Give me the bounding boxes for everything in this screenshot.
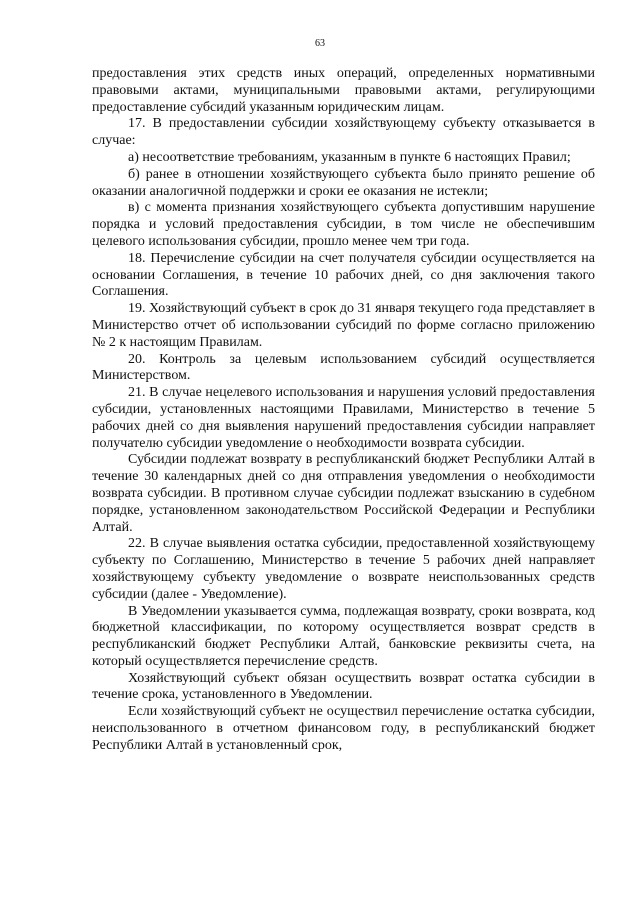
- paragraph-item-17: 17. В предоставлении субсидии хозяйствующему субъекту отказывается в случае:: [92, 116, 595, 149]
- paragraph-refund-terms: Субсидии подлежат возврату в республиканский бюджет Республики Алтай в течение 30 календарных дней со дня отправления уведомления о необходимости возврата субсидии. В противном случае субсидии подлежат взысканию в судебном порядке, установленном законодательством Российской Федерации и Республики Алтай.: [92, 452, 595, 535]
- paragraph-subitem-b: б) ранее в отношении хозяйствующего субъекта было принято решение об оказании аналогичной поддержки и сроки ее оказания не истекли;: [92, 166, 595, 199]
- paragraph-continuation: предоставления этих средств иных операций, определенных нормативными правовыми актами, муниципальными правовыми актами, регулирующими предоставление субсидий указанным юридическим лицам.: [92, 66, 595, 115]
- paragraph-non-refund-case: Если хозяйствующий субъект не осуществил перечисление остатка субсидии, неиспользованного в отчетном финансовом году, в республиканский бюджет Республики Алтай в установленный срок,: [92, 704, 595, 753]
- paragraph-notice-contents: В Уведомлении указывается сумма, подлежащая возврату, сроки возврата, код бюджетной классификации, по которому осуществляется возврат средств в республиканский бюджет Республики Алтай, банковские реквизиты счета, на который осуществляется перечисление средств.: [92, 603, 595, 669]
- page-number: 63: [315, 38, 325, 49]
- paragraph-item-20: 20. Контроль за целевым использованием субсидий осуществляется Министерством.: [92, 351, 595, 384]
- paragraph-item-18: 18. Перечисление субсидии на счет получателя субсидии осуществляется на основании Соглашения, в течение 10 рабочих дней, со дня заключения такого Соглашения.: [92, 250, 595, 300]
- paragraph-refund-obligation: Хозяйствующий субъект обязан осуществить возврат остатка субсидии в течение срока, установленного в Уведомлении.: [92, 670, 595, 703]
- paragraph-item-19: 19. Хозяйствующий субъект в срок до 31 января текущего года представляет в Министерство отчет об использовании субсидий по форме согласно приложению № 2 к настоящим Правилам.: [92, 301, 595, 350]
- paragraph-item-21: 21. В случае нецелевого использования и нарушения условий предоставления субсидии, установленных настоящими Правилами, Министерство в течение 5 рабочих дней со дня выявления нарушений предоставления субсидии направляет получателю субсидии уведомление о необходимости возврата субсидии.: [92, 385, 595, 451]
- paragraph-subitem-v: в) с момента признания хозяйствующего субъекта допустившим нарушение порядка и условий предоставления субсидии, в том числе не обеспечившим целевого использования субсидии, прошло менее чем три года.: [92, 200, 595, 249]
- paragraph-item-22: 22. В случае выявления остатка субсидии, предоставленной хозяйствующему субъекту по Соглашению, Министерство в течение 5 рабочих дней направляет хозяйствующему субъекту уведомление о возврате неиспользованных средств субсидии (далее - Уведомление).: [92, 536, 595, 602]
- paragraph-subitem-a: а) несоответствие требованиям, указанным в пункте 6 настоящих Правил;: [128, 149, 571, 165]
- document-body: [92, 66, 595, 755]
